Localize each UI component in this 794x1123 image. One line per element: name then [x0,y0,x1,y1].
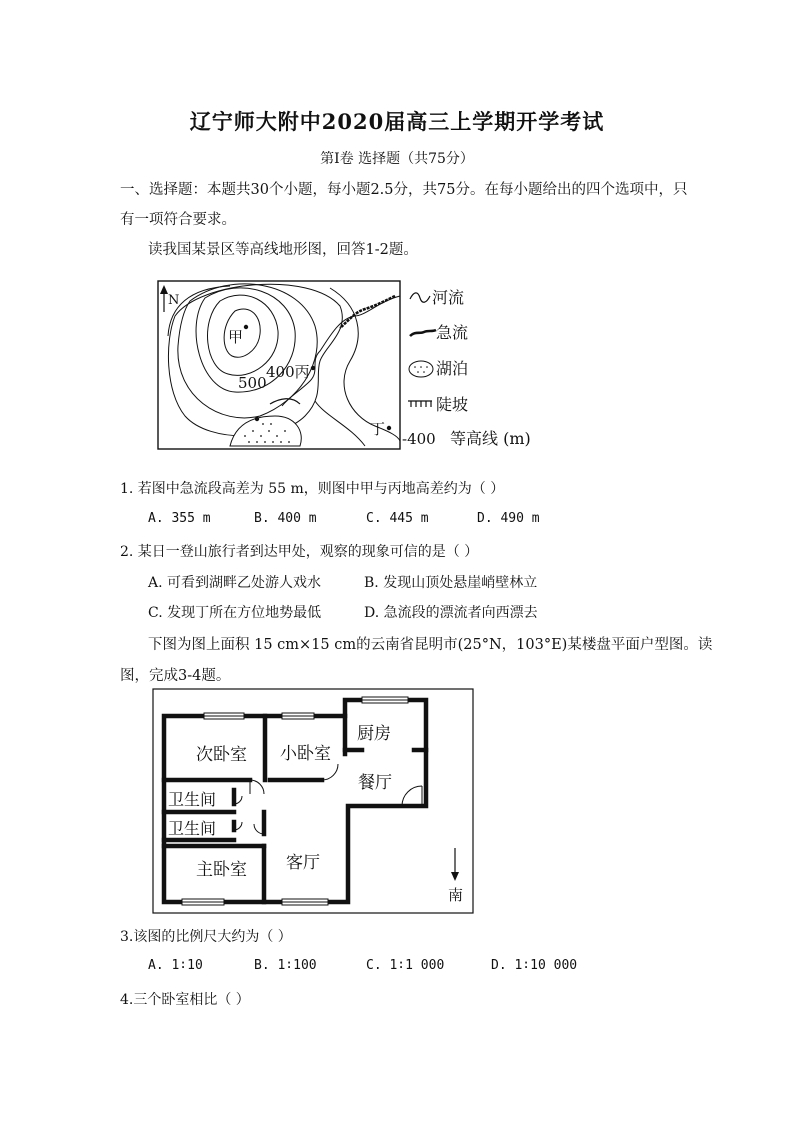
rapids-line [340,296,395,328]
q3-option-c[interactable]: C. 1∶1 000 [366,958,445,973]
floor-plan-figure [152,688,474,914]
lake-icon [409,361,433,377]
q3-option-b[interactable]: B. 1∶100 [254,958,317,973]
room-bathroom-2: 卫生间 [168,819,217,838]
room-second-bedroom: 次卧室 [196,745,247,765]
room-dining: 餐厅 [358,773,392,793]
contour-map-figure [150,276,531,456]
question-2-stem: 2. 某日一登山旅行者到达甲处，观察的现象可信的是（ ） [120,544,479,560]
q1-option-c[interactable]: C. 445 m [366,511,429,526]
question-1-stem: 1. 若图中急流段高差为 55 m，则图中甲与丙地高差约为（ ） [120,481,505,497]
q1-option-a[interactable]: A. 355 m [148,511,211,526]
room-small-bedroom: 小卧室 [280,744,331,764]
river-line [282,296,400,406]
q3-option-d[interactable]: D. 1∶10 000 [491,958,578,973]
question-3-stem: 3.该图的比例尺大约为（ ） [120,929,292,945]
north-arrow-icon [160,285,168,312]
page-title: 辽宁师大附中2020届高三上学期开学考试 [189,109,605,134]
room-master-bedroom: 主卧室 [196,860,247,880]
q1-option-d[interactable]: D. 490 m [477,511,540,526]
legend-rapids: 急流 [436,323,469,342]
question-4-stem: 4.三个卧室相比（ ） [120,992,250,1008]
point-yi [255,417,259,421]
instruction-line-2: 有一项符合要求。 [120,212,236,228]
river-icon [410,293,430,302]
room-kitchen: 厨房 [357,724,391,744]
label-bing: 400丙 [266,363,310,381]
q2-option-d[interactable]: D. 急流段的漂流者向西漂去 [364,605,538,621]
legend-lake: 湖泊 [436,359,469,378]
legend-contour-prefix: -400 [402,430,436,448]
legend [402,288,531,448]
q3-option-a[interactable]: A. 1∶10 [148,958,203,973]
label-500: 500 [238,374,267,392]
q2-option-b[interactable]: B. 发现山顶处悬崖峭壁林立 [364,575,538,591]
cliff-icon [408,401,432,407]
legend-cliff: 陡坡 [436,395,469,414]
point-jia [244,325,248,329]
room-living-room: 客厅 [286,853,320,873]
intro-q3-4-line-2: 图，完成3-4题。 [120,668,231,684]
point-ding [387,426,391,430]
intro-q3-4-line-1: 下图为图上面积 15 cm×15 cm的云南省昆明市(25°N，103°E)某楼盘平面户型图。读 [148,637,713,653]
label-ding: 丁 [370,420,386,438]
room-bathroom-1: 卫生间 [168,790,217,809]
section-subtitle: 第Ⅰ卷 选择题（共75分） [320,151,474,167]
q2-option-c[interactable]: C. 发现丁所在方位地势最低 [148,605,322,621]
q1-option-b[interactable]: B. 400 m [254,511,317,526]
legend-contour: 等高线 (m) [450,429,531,448]
instruction-line-1: 一、选择题：本题共30个小题，每小题2.5分，共75分。在每小题给出的四个选项中，只 [120,182,688,198]
legend-river: 河流 [432,288,465,307]
intro-q1-2: 读我国某景区等高线地形图，回答1-2题。 [148,242,418,258]
q2-option-a[interactable]: A. 可看到湖畔乙处游人戏水 [148,575,322,591]
rapids-icon [410,330,436,336]
point-bing [311,366,315,370]
label-jia: 甲 [228,328,244,346]
south-label: 南 [448,886,464,904]
north-label: N [168,293,180,308]
